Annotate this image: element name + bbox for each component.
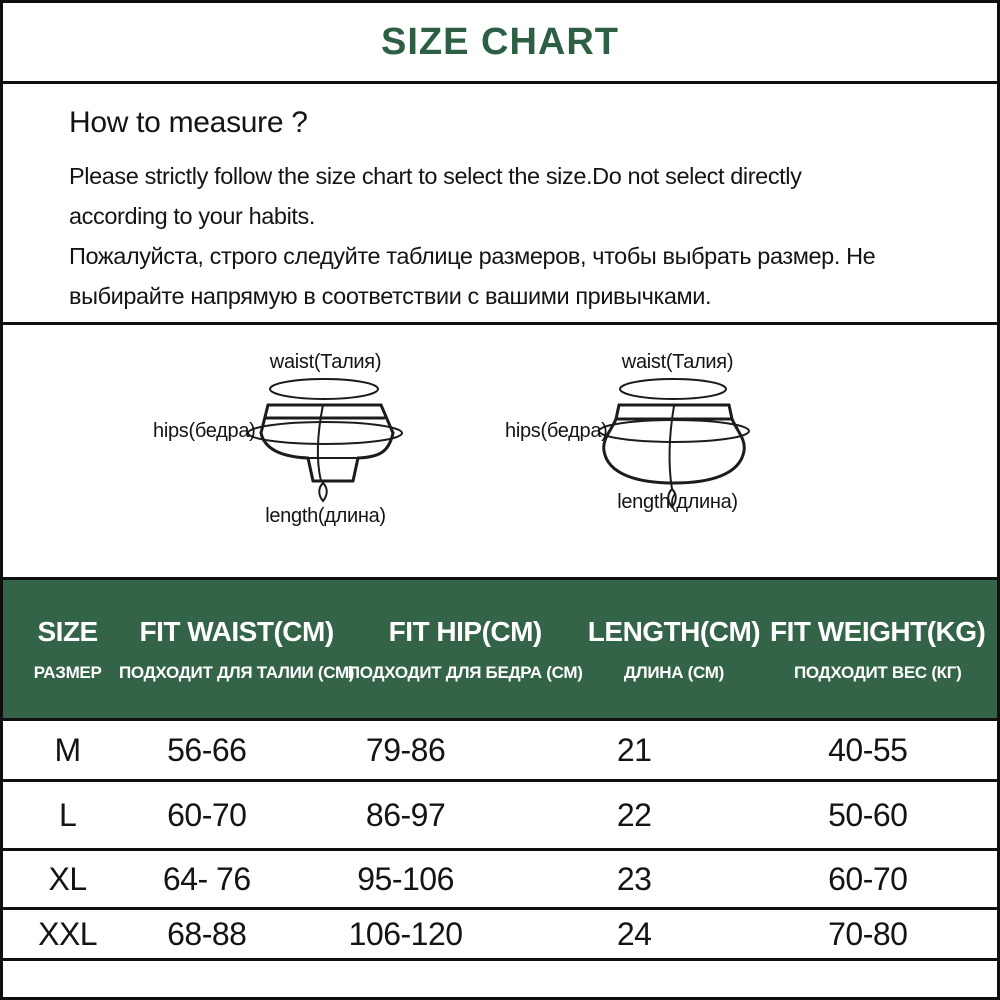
header-fit-weight-ru: ПОДХОДИТ ВЕС (КГ) [793, 662, 962, 682]
boyshorts-diagram [505, 325, 850, 575]
table-row-l [3, 782, 997, 851]
waist-label: waist(Талия) [621, 351, 734, 373]
hips-label: hips(бедра) [153, 420, 256, 442]
measure-instruction-line-en-1: Please strictly follow the size chart to select the size.Do not select directly [69, 163, 802, 189]
title-bar [3, 3, 997, 84]
waist-cell: 68-88 [167, 915, 247, 952]
waist-cell: 64- 76 [162, 860, 251, 897]
header-size-ru: РАЗМЕР [33, 662, 102, 682]
size-cell: L [58, 796, 77, 833]
table-row-xl [3, 851, 997, 910]
measurement-diagrams [3, 325, 997, 580]
how-to-measure-heading: How to measure ? [69, 106, 308, 139]
header-fit-hip-en: FIT HIP(CM) [388, 615, 542, 647]
measure-instruction-line-ru-2: выбирайте напрямую в соответствии с вашими привычками. [69, 283, 712, 309]
length-label: length(длина) [617, 491, 738, 513]
length-cell: 24 [616, 915, 652, 952]
hips-label: hips(бедра) [505, 420, 608, 442]
header-fit-waist-en: FIT WAIST(CM) [139, 615, 334, 647]
page-title: SIZE CHART [381, 20, 619, 63]
waist-label: waist(Талия) [269, 351, 382, 373]
briefs-diagram [153, 325, 498, 575]
size-cell: M [54, 731, 81, 768]
length-cell: 21 [616, 731, 652, 768]
measure-instruction-line-ru-1: Пожалуйста, строго следуйте таблице размеров, чтобы выбрать размер. Не [69, 243, 876, 269]
header-size-en: SIZE [37, 615, 98, 647]
table-row-m [3, 721, 997, 782]
hip-cell: 106-120 [348, 915, 463, 952]
size-cell: XL [48, 860, 87, 897]
length-cell: 22 [616, 796, 652, 833]
length-label: length(длина) [265, 505, 386, 527]
weight-cell: 60-70 [828, 860, 908, 897]
how-to-measure-section [3, 84, 997, 325]
table-header [3, 580, 997, 721]
waist-cell: 60-70 [167, 796, 247, 833]
table-row-xxl [3, 910, 997, 961]
header-cell-size [3, 616, 132, 683]
header-cell-fit-waist [119, 615, 355, 683]
header-fit-waist-ru: ПОДХОДИТ ДЛЯ ТАЛИИ (СМ) [119, 662, 355, 682]
hip-cell: 79-86 [365, 731, 446, 768]
header-cell-length [587, 615, 761, 683]
hip-cell: 95-106 [357, 860, 454, 897]
header-length-ru: ДЛИНА (СМ) [623, 662, 724, 682]
header-cell-fit-hip [341, 616, 590, 683]
weight-cell: 50-60 [828, 796, 908, 833]
header-fit-weight-en: FIT WEIGHT(KG) [769, 615, 986, 647]
weight-cell: 70-80 [828, 915, 908, 952]
weight-cell: 40-55 [828, 731, 908, 768]
header-fit-hip-ru: ПОДХОДИТ ДЛЯ БЕДРА (СМ) [347, 662, 583, 682]
header-length-en: LENGTH(CM) [587, 615, 761, 647]
waist-cell: 56-66 [167, 731, 247, 768]
size-cell: XXL [38, 915, 98, 952]
hip-cell: 86-97 [365, 796, 446, 833]
empty-footer-strip [3, 961, 997, 997]
measure-instruction-line-en-2: according to your habits. [69, 203, 316, 229]
header-cell-fit-weight [758, 616, 997, 683]
length-cell: 23 [616, 860, 652, 897]
